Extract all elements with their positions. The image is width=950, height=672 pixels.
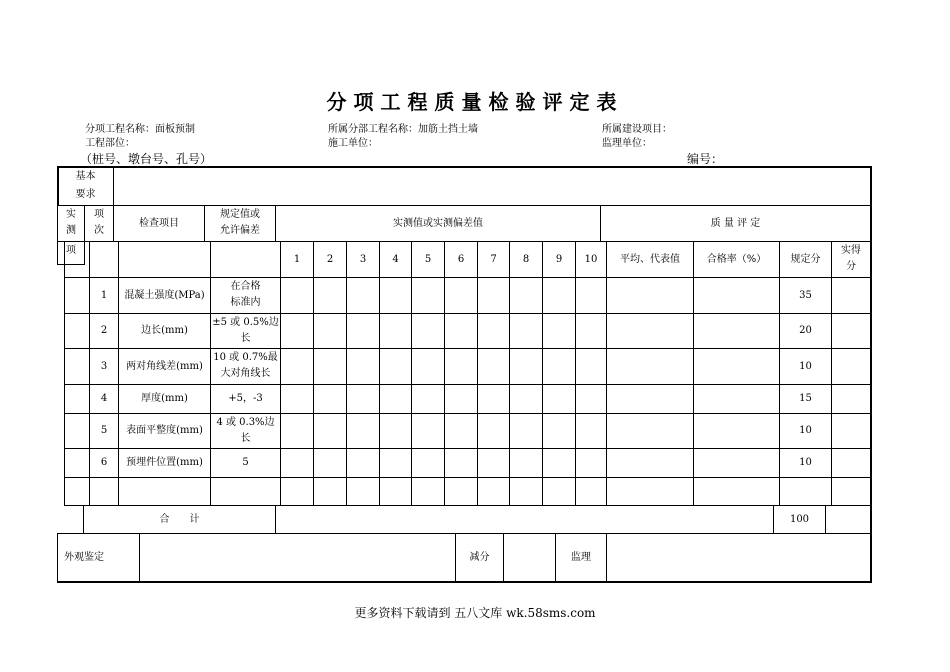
row-item: 预埋件位置(mm) [126, 457, 203, 468]
rated-score-header: 规定分 [790, 253, 821, 265]
appearance-label: 外观鉴定 [64, 551, 104, 563]
project-name: 分项工程名称：面板预制 [85, 124, 195, 135]
measured-label-3: 项 [66, 245, 76, 256]
basic-req-label-1: 基本 [75, 171, 96, 182]
footer-text: 更多资料下载请到 五八文库 wk.58sms.com [354, 606, 596, 620]
spec-header-1: 规定值或 [220, 209, 260, 220]
measured-label-1: 实 [66, 209, 76, 220]
col-header: 7 [490, 253, 497, 265]
row-item: 两对角线差(mm) [126, 360, 203, 372]
row-spec-1: 4 或 0.3%边 [216, 417, 275, 428]
row-score: 10 [799, 457, 812, 468]
contractor: 施工单位： [328, 138, 378, 149]
row-spec-2: 长 [240, 333, 251, 344]
row-score: 10 [799, 425, 812, 436]
row-score: 15 [799, 393, 812, 404]
row-item: 表面平整度(mm) [126, 425, 203, 436]
row-spec-1: 在合格 [230, 281, 261, 292]
pile-number: （桩号、墩台号、孔号） [80, 152, 213, 166]
total-score: 100 [789, 513, 810, 525]
row-spec-1: ±5 或 0.5%边 [212, 317, 279, 328]
location: 工程部位： [85, 138, 135, 149]
quality-eval-header: 质 量 评 定 [710, 217, 761, 229]
row-item: 混凝土强度(MPa) [124, 289, 205, 301]
serial-number: 编号： [687, 152, 724, 166]
division-name: 所属分部工程名称：加筋土挡土墙 [328, 124, 478, 135]
row-no: 5 [100, 425, 108, 436]
pass-rate-header: 合格率（%） [706, 253, 767, 265]
row-spec-1: 10 或 0.7%最 [213, 352, 278, 363]
col-header: 2 [326, 253, 334, 265]
row-item: 厚度(mm) [141, 393, 188, 404]
row-spec-1: +5，-3 [228, 393, 263, 404]
item-no-label-1: 项 [94, 209, 104, 220]
basic-req-label-2: 要求 [75, 189, 96, 200]
row-no: 1 [100, 289, 108, 301]
supervisor-unit: 监理单位： [602, 138, 652, 149]
row-spec-2: 标准内 [230, 297, 261, 308]
row-spec-1: 5 [242, 457, 249, 468]
row-no: 2 [100, 325, 108, 336]
supervision-label: 监理 [571, 551, 591, 563]
check-item-header: 检查项目 [139, 217, 179, 229]
col-header: 10 [584, 253, 598, 265]
col-header: 6 [457, 253, 465, 265]
page-title: 分项工程质量检验评定表 [326, 90, 624, 114]
col-header: 5 [424, 253, 432, 265]
row-score: 20 [799, 325, 812, 336]
col-header: 9 [555, 253, 563, 265]
row-item: 边长(mm) [141, 325, 188, 336]
col-header: 4 [392, 253, 399, 265]
total-label: 合 计 [159, 513, 200, 525]
row-score: 10 [799, 360, 812, 372]
construction-item: 所属建设项目： [602, 124, 672, 135]
row-no: 3 [100, 360, 108, 372]
row-no: 6 [100, 457, 108, 468]
row-score: 35 [799, 289, 812, 301]
row-no: 4 [100, 393, 108, 404]
row-spec-2: 长 [240, 433, 251, 444]
actual-score-header-1: 实得 [841, 245, 861, 256]
avg-header: 平均、代表值 [620, 253, 680, 265]
measured-values-header: 实测值或实测偏差值 [393, 217, 483, 229]
deduction-label: 减分 [469, 551, 490, 563]
spec-header-2: 允许偏差 [220, 225, 260, 236]
col-header: 1 [293, 253, 301, 265]
col-header: 3 [359, 253, 367, 265]
col-header: 8 [522, 253, 530, 265]
measured-label-2: 测 [66, 225, 76, 236]
item-no-label-2: 次 [94, 225, 104, 236]
row-spec-2: 大对角线长 [220, 368, 271, 379]
actual-score-header-2: 分 [846, 261, 856, 272]
